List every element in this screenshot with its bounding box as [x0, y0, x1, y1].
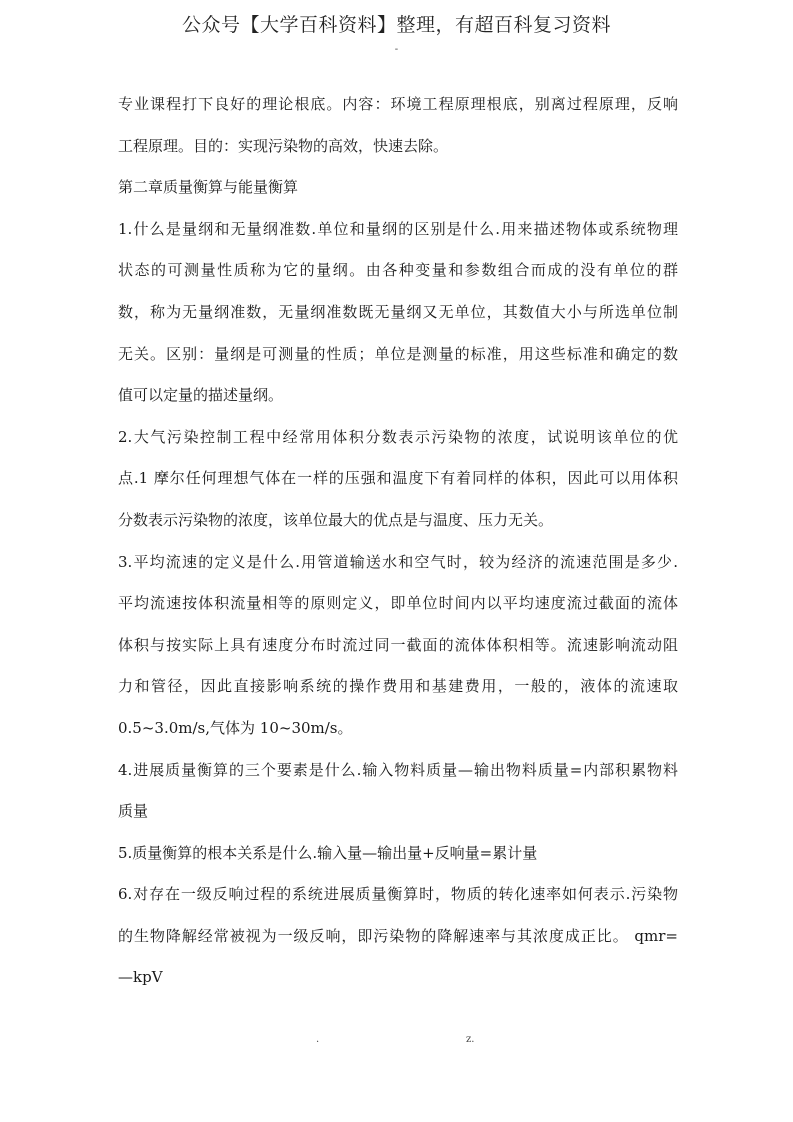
text-line: 状态的可测量性质称为它的量纲。由各种变量和参数组合而成的没有单位的群	[118, 261, 678, 280]
text-line: 6.对存在一级反响过程的系统进展质量衡算时，物质的转化速率如何表示.污染物	[118, 885, 678, 904]
text-line: 体积与按实际上具有速度分布时流过同一截面的流体体积相等。流速影响流动阻	[118, 635, 678, 654]
text-line: 3.平均流速的定义是什么.用管道输送水和空气时，较为经济的流速范围是多少.	[118, 552, 678, 571]
header-mark: -	[394, 44, 399, 55]
footer-mark-right: z.	[466, 1034, 475, 1045]
text-line: 工程原理。目的：实现污染物的高效，快速去除。	[118, 136, 449, 155]
text-line: 数，称为无量纲准数，无量纲准数既无量纲又无单位，其数值大小与所选单位制	[118, 302, 678, 321]
text-line: 5.质量衡算的根本关系是什么.输入量—输出量+反响量=累计量	[118, 843, 538, 862]
text-line: 4.进展质量衡算的三个要素是什么.输入物料质量—输出物料质量=内部积累物料	[118, 760, 678, 779]
document-body	[118, 84, 678, 999]
text-line: 分数表示污染物的浓度，该单位最大的优点是与温度、压力无关。	[118, 510, 554, 529]
text-line: 点.1 摩尔任何理想气体在一样的压强和温度下有着同样的体积，因此可以用体积	[118, 469, 678, 488]
text-line: 1.什么是量纲和无量纲准数.单位和量纲的区别是什么.用来描述物体或系统物理	[118, 219, 678, 238]
text-line: 的生物降解经常被视为一级反响，即污染物的降解速率与其浓度成正比。 qmr=	[118, 926, 678, 945]
text-line: 力和管径，因此直接影响系统的操作费用和基建费用，一般的，液体的流速取	[118, 677, 678, 696]
text-line: 值可以定量的描述量纲。	[118, 386, 284, 405]
text-line: 2.大气污染控制工程中经常用体积分数表示污染物的浓度，试说明该单位的优	[118, 427, 678, 446]
text-line: 平均流速按体积流量相等的原则定义，即单位时间内以平均速度流过截面的流体	[118, 594, 678, 613]
text-line: 专业课程打下良好的理论根底。内容：环境工程原理根底，别离过程原理，反响	[118, 95, 678, 113]
text-line: 质量	[118, 802, 149, 821]
text-line: 无关。区别：量纲是可测量的性质；单位是测量的标准，用这些标准和确定的数	[118, 344, 678, 363]
section-heading: 第二章质量衡算与能量衡算	[118, 178, 299, 197]
page-header: 公众号【大学百科资料】整理，有超百科复习资料	[181, 14, 611, 36]
footer-mark-left: .	[316, 1034, 320, 1045]
text-line: —kpV	[118, 968, 163, 987]
text-line: 0.5~3.0m/s,气体为 10~30m/s。	[118, 718, 353, 737]
